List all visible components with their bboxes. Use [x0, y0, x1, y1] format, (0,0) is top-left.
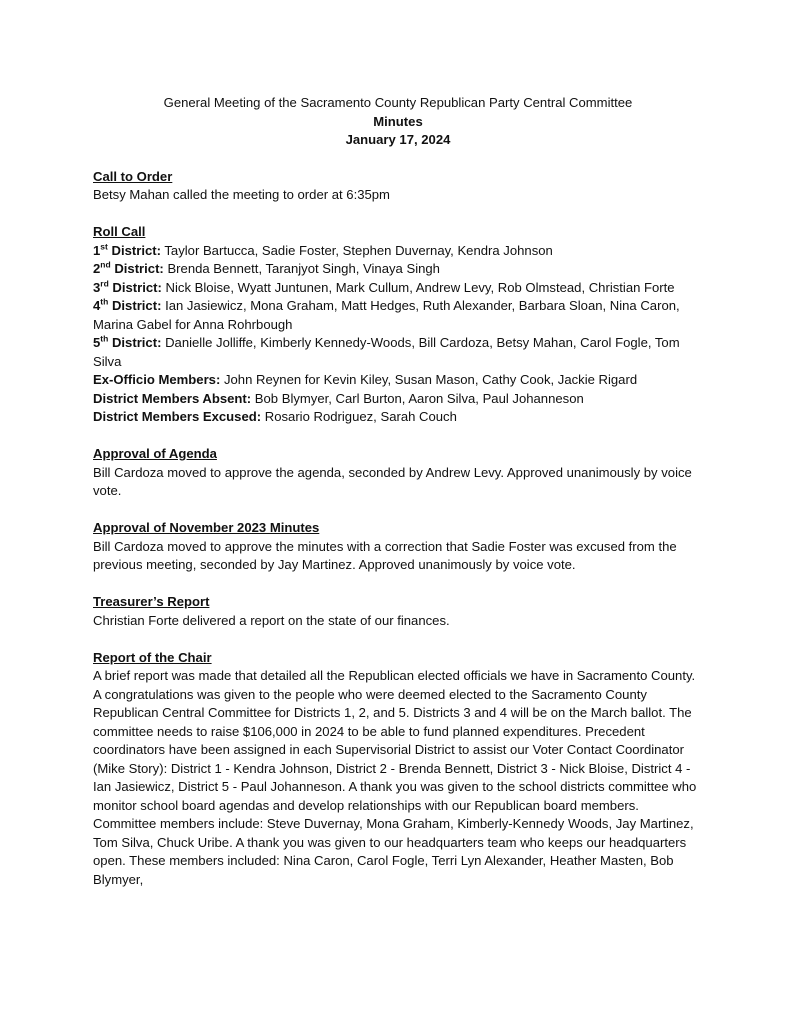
district-3-label	[93, 280, 162, 295]
document-subtitle: Minutes	[373, 113, 423, 129]
district-1-word: District:	[107, 242, 161, 258]
approval-minutes-text: Bill Cardoza moved to approve the minutes with a correction that Sadie Foster was excused from the previous meeting, seconded by Jay Martinez. Approved unanimously by voice vote.	[93, 538, 677, 572]
call-to-order-text: Betsy Mahan called the meeting to order at 6:35pm	[93, 187, 390, 202]
meeting-date: January 17, 2024	[345, 132, 451, 147]
district-1-suffix: st	[100, 241, 108, 252]
district-2-number: 2	[93, 261, 101, 276]
district-3-suffix: rd	[100, 278, 109, 289]
treasurer-text: Christian Forte delivered a report on the state of our finances.	[93, 612, 450, 628]
district-4-label	[93, 298, 161, 313]
district-5-word: District:	[108, 335, 162, 350]
district-5-line	[93, 334, 703, 371]
district-5-number: 5	[93, 335, 101, 350]
absent-members: Bob Blymyer, Carl Burton, Aaron Silva, Paul Johanneson	[251, 390, 584, 406]
call-to-order-section	[93, 168, 703, 205]
district-3-members: Nick Bloise, Wyatt Juntunen, Mark Cullum, Andrew Levy, Rob Olmstead, Christian Forte	[161, 279, 675, 295]
excused-members: Rosario Rodriguez, Sarah Couch	[261, 409, 457, 424]
district-5-members: Danielle Jolliffe, Kimberly Kennedy-Woods, Bill Cardoza, Betsy Mahan, Carol Fogle, Tom Silva	[93, 335, 680, 369]
district-4-line	[93, 297, 703, 334]
district-3-word: District:	[108, 279, 162, 295]
chair-report-section	[93, 649, 703, 890]
district-4-number: 4	[93, 298, 101, 313]
absent-label: District Members Absent:	[93, 390, 252, 406]
document-title: General Meeting of the Sacramento County Republican Party Central Committee	[163, 95, 633, 110]
district-2-word: District:	[110, 261, 164, 276]
district-5-suffix: th	[100, 333, 109, 344]
treasurer-section	[93, 593, 703, 630]
roll-call-section	[93, 223, 703, 427]
document-header	[93, 94, 703, 150]
approval-agenda-heading: Approval of Agenda	[93, 446, 217, 461]
excused-label: District Members Excused:	[93, 409, 262, 424]
district-4-members: Ian Jasiewicz, Mona Graham, Matt Hedges, Ruth Alexander, Barbara Sloan, Nina Caron, Marina Gabel for Anna Rohrbough	[93, 298, 680, 332]
district-1-label	[93, 243, 161, 258]
district-5-label	[93, 335, 161, 350]
district-1-members: Taylor Bartucca, Sadie Foster, Stephen Duvernay, Kendra Johnson	[160, 242, 553, 258]
chair-report-text: A brief report was made that detailed all the Republican elected officials we have in Sacramento County. A congratulations was given to the people who were deemed elected to the Sacramento County Republican Central Committee for Districts 1, 2, and 5. Districts 3 and 4 will be on the March ballot. The committee needs to raise $106,000 in 2024 to be able to fund planned expenditures. Precedent coordinators have been assigned in each Supervisorial District to assist our Voter Contact Coordinator (Mike Story): District 1 - Kendra Johnson, District 2 - Brenda Bennett, District 3 - Nick Bloise, District 4 - Ian Jasiewicz, District 5 - Paul Johanneson. A thank you was given to the school districts committee who monitor school board agendas and develop relationships with our Republican board members. Committee members include: Steve Duvernay, Mona Graham, Kimberly-Kennedy Woods, Jay Martinez, Tom Silva, Chuck Uribe. A thank you was given to our headquarters team who keeps our headquarters open. These members included: Nina Caron, Carol Fogle, Terri Lyn Alexander, Heather Masten, Bob Blymyer,	[93, 668, 697, 887]
district-2-suffix: nd	[100, 259, 111, 270]
district-4-suffix: th	[100, 296, 109, 307]
ex-officio-label: Ex-Officio Members:	[93, 372, 221, 387]
district-4-word: District:	[108, 298, 162, 313]
district-2-members: Brenda Bennett, Taranjyot Singh, Vinaya Singh	[163, 261, 440, 276]
district-2-line	[93, 260, 703, 279]
call-to-order-heading: Call to Order	[93, 168, 173, 184]
treasurer-heading: Treasurer’s Report	[93, 594, 210, 609]
ex-officio-line	[93, 371, 703, 390]
approval-minutes-section	[93, 519, 703, 575]
district-3-line	[93, 279, 703, 298]
district-1-line	[93, 242, 703, 261]
approval-minutes-heading: Approval of November 2023 Minutes	[93, 520, 320, 535]
district-2-label	[93, 261, 164, 276]
roll-call-heading: Roll Call	[93, 224, 146, 239]
approval-agenda-section	[93, 445, 703, 501]
absent-line	[93, 390, 703, 409]
minutes-page	[93, 94, 703, 908]
district-3-number: 3	[93, 279, 101, 295]
district-1-number: 1	[93, 242, 101, 258]
chair-report-heading: Report of the Chair	[93, 649, 212, 665]
ex-officio-members: John Reynen for Kevin Kiley, Susan Mason, Cathy Cook, Jackie Rigard	[220, 372, 638, 387]
approval-agenda-text: Bill Cardoza moved to approve the agenda, seconded by Andrew Levy. Approved unanimously by voice vote.	[93, 464, 692, 498]
excused-line	[93, 408, 703, 427]
